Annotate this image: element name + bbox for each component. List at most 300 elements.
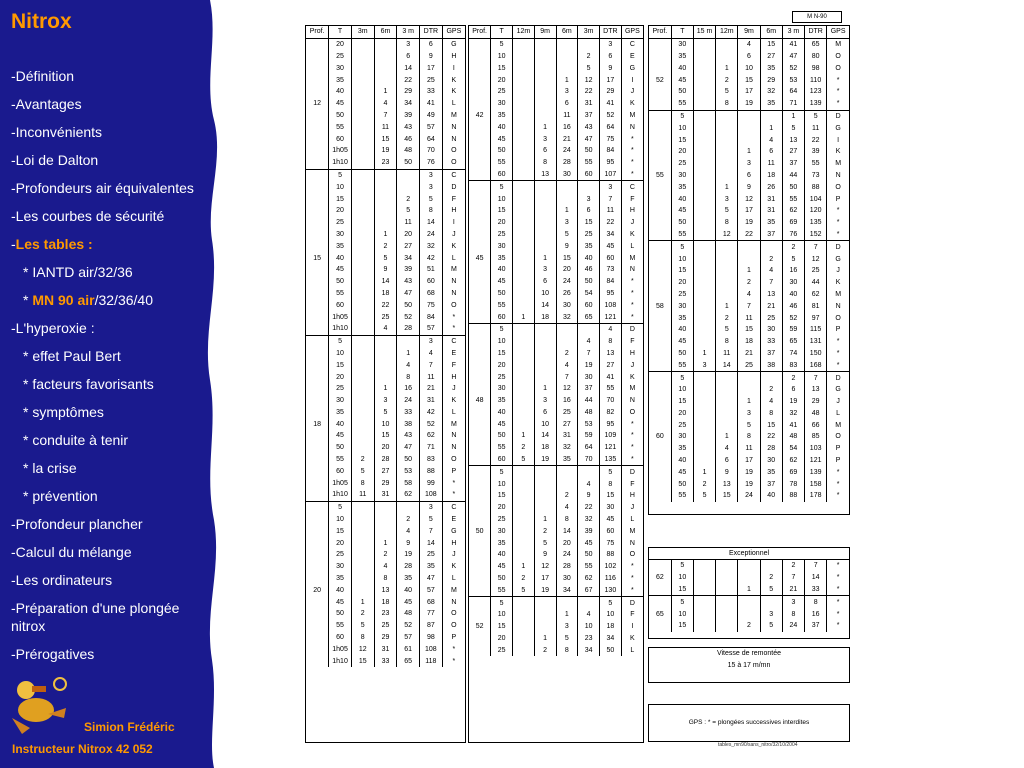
table-cell: 8 <box>420 205 443 217</box>
table-row <box>469 288 643 300</box>
table-cell <box>693 455 715 467</box>
table-cell: 25 <box>374 311 397 323</box>
table-cell: 24 <box>556 549 578 561</box>
table-cell: 55 <box>671 490 693 502</box>
table-cell: * <box>827 229 849 241</box>
table-cell: 2 <box>556 348 578 360</box>
table-cell: 73 <box>805 170 827 182</box>
depth-cell <box>469 597 491 609</box>
menu-item <box>11 151 226 169</box>
depth-cell <box>649 324 671 336</box>
table-cell: 11 <box>420 371 443 383</box>
table-cell: 62 <box>782 205 804 217</box>
table-cell: 60 <box>578 169 600 181</box>
table-cell: 37 <box>578 110 600 122</box>
depth-cell <box>306 454 329 466</box>
menu-item-text: -Définition <box>11 68 75 84</box>
depth-cell <box>649 265 671 277</box>
table-cell: 2 <box>374 240 397 252</box>
table-cell <box>738 560 760 572</box>
depth-cell <box>306 288 329 300</box>
table-cell: 55 <box>491 584 513 596</box>
table-cell: 25 <box>329 383 352 395</box>
table-cell <box>513 181 535 193</box>
table-cell: 52 <box>397 311 420 323</box>
table-cell: 1 <box>693 466 715 478</box>
depth-cell <box>306 169 329 181</box>
table-row <box>469 407 643 419</box>
table-cell: 15 <box>671 584 693 596</box>
table-cell <box>351 418 374 430</box>
table-cell: 19 <box>397 549 420 561</box>
depth-cell <box>469 145 491 157</box>
table-cell: * <box>442 323 465 335</box>
table-cell: 7 <box>805 372 827 384</box>
depth-cell <box>306 264 329 276</box>
table-cell: 5 <box>491 466 513 478</box>
table-cell: 29 <box>397 86 420 98</box>
table-row <box>306 133 465 145</box>
table-cell: 33 <box>397 407 420 419</box>
depth-cell <box>469 217 491 229</box>
table-cell: 60 <box>491 311 513 323</box>
table-row <box>469 98 643 110</box>
table-cell: 3 <box>420 335 443 347</box>
table-cell: 2 <box>693 478 715 490</box>
table-cell: 20 <box>491 633 513 645</box>
table-cell: N <box>442 288 465 300</box>
table-cell <box>513 264 535 276</box>
table-cell: N <box>442 121 465 133</box>
table-cell: 7 <box>600 193 622 205</box>
table-cell: 13 <box>716 478 738 490</box>
depth-cell <box>306 643 329 655</box>
table-cell: 39 <box>805 146 827 158</box>
table-cell: 25 <box>491 514 513 526</box>
table-row <box>469 205 643 217</box>
table-cell: 58 <box>397 477 420 489</box>
table-cell: M <box>442 418 465 430</box>
table-cell: 20 <box>671 146 693 158</box>
table-cell: 3 <box>738 408 760 420</box>
table-cell: 15 <box>671 265 693 277</box>
table-cell: 33 <box>420 86 443 98</box>
table-cell: 20 <box>556 264 578 276</box>
table-cell: 14 <box>420 537 443 549</box>
table-cell: 45 <box>671 336 693 348</box>
table-cell: I <box>827 134 849 146</box>
menu-item-highlight: Les tables : <box>15 236 93 252</box>
table-cell: L <box>442 252 465 264</box>
table-cell <box>693 372 715 384</box>
table-cell: L <box>621 240 643 252</box>
table-cell: D <box>621 323 643 335</box>
table-cell: 10 <box>491 51 513 63</box>
table-row <box>649 443 849 455</box>
table-cell: 12 <box>534 561 556 573</box>
table-cell <box>760 560 782 572</box>
table-cell <box>513 299 535 311</box>
table-cell <box>534 217 556 229</box>
table-cell: 25 <box>671 289 693 301</box>
table-row <box>469 478 643 490</box>
depth-cell <box>469 430 491 442</box>
depth-cell <box>469 229 491 241</box>
table-cell <box>693 170 715 182</box>
table-cell <box>693 419 715 431</box>
table-cell <box>716 608 738 620</box>
table-cell: 55 <box>671 229 693 241</box>
depth-cell <box>469 490 491 502</box>
table-cell: 17 <box>738 86 760 98</box>
table-cell: 64 <box>600 121 622 133</box>
table-cell: K <box>827 277 849 289</box>
table-cell: 60 <box>329 632 352 644</box>
table-cell: 5 <box>782 122 804 134</box>
column-header: 3 m <box>397 26 420 38</box>
table-cell <box>693 396 715 408</box>
depth-cell <box>306 217 329 229</box>
table-cell: 62 <box>397 489 420 501</box>
table-cell: 27 <box>374 465 397 477</box>
table-cell: * <box>827 620 849 632</box>
table-cell: P <box>827 455 849 467</box>
menu-item <box>11 291 226 309</box>
table-cell: 17 <box>738 455 760 467</box>
table-row <box>649 217 849 229</box>
table-row <box>649 170 849 182</box>
table-cell: 50 <box>329 110 352 122</box>
table-row <box>306 383 465 395</box>
table-row <box>649 466 849 478</box>
depth-cell <box>649 289 671 301</box>
table-cell <box>513 288 535 300</box>
table-cell: N <box>621 264 643 276</box>
table-cell <box>513 514 535 526</box>
table-cell <box>374 51 397 63</box>
table-cell: 10 <box>329 514 352 526</box>
menu-item-text: * IANTD air/32/36 <box>23 264 133 280</box>
table-cell: 12 <box>716 229 738 241</box>
depth-cell <box>306 276 329 288</box>
table-cell: 71 <box>782 98 804 110</box>
table-row <box>469 573 643 585</box>
table-cell: 11 <box>397 217 420 229</box>
table-cell <box>351 98 374 110</box>
table-row <box>649 98 849 110</box>
table-cell: 35 <box>491 252 513 264</box>
table-cell <box>351 514 374 526</box>
column-header: 3m <box>578 26 600 38</box>
table-cell: 30 <box>556 169 578 181</box>
table-cell: 30 <box>329 229 352 241</box>
table-cell: 14 <box>716 359 738 371</box>
table-cell: 3 <box>420 169 443 181</box>
table-cell: 6 <box>738 51 760 63</box>
table-cell: 1 <box>513 311 535 323</box>
table-cell: 27 <box>760 51 782 63</box>
table-cell: 60 <box>329 133 352 145</box>
table-cell: 50 <box>397 299 420 311</box>
table-cell <box>716 572 738 584</box>
table-cell: 20 <box>491 217 513 229</box>
table-cell: 6 <box>760 146 782 158</box>
table-cell: * <box>827 608 849 620</box>
table-cell: 66 <box>805 419 827 431</box>
depth-cell <box>469 62 491 74</box>
table-cell: 4 <box>760 396 782 408</box>
table-cell: N <box>621 121 643 133</box>
table-cell <box>693 560 715 572</box>
table-cell <box>693 122 715 134</box>
table-cell: * <box>621 561 643 573</box>
table-cell: 2 <box>782 241 804 253</box>
table-row <box>306 632 465 644</box>
table-cell: 10 <box>491 336 513 348</box>
depth-cell <box>649 419 671 431</box>
table-cell: 11 <box>738 443 760 455</box>
table-grid <box>649 26 849 502</box>
table-cell: 53 <box>578 418 600 430</box>
table-cell: 46 <box>397 133 420 145</box>
menu-item <box>11 431 226 449</box>
table-cell: 5 <box>329 335 352 347</box>
table-cell <box>534 110 556 122</box>
table-cell <box>351 229 374 241</box>
table-cell: N <box>442 133 465 145</box>
table-cell: 40 <box>329 418 352 430</box>
menu-item-text: * facteurs favorisants <box>23 376 154 392</box>
table-cell: 8 <box>556 644 578 656</box>
table-cell: 8 <box>716 336 738 348</box>
table-cell: 3 <box>600 38 622 50</box>
table-row <box>306 465 465 477</box>
column-header: DTR <box>420 26 443 38</box>
menu-item <box>11 459 226 477</box>
table-cell: O <box>827 431 849 443</box>
table-cell <box>513 86 535 98</box>
table-cell: 3 <box>534 264 556 276</box>
menu-item <box>11 347 226 365</box>
table-cell: 25 <box>420 549 443 561</box>
depth-cell <box>469 418 491 430</box>
table-cell: 2 <box>738 620 760 632</box>
table-cell: 6 <box>738 170 760 182</box>
table-cell: 13 <box>600 348 622 360</box>
table-cell: 16 <box>397 383 420 395</box>
depth-cell <box>649 455 671 467</box>
table-cell <box>351 193 374 205</box>
table-cell: 37 <box>760 348 782 360</box>
table-row <box>649 478 849 490</box>
table-cell: 10 <box>491 609 513 621</box>
table-cell: 68 <box>420 596 443 608</box>
table-row <box>306 193 465 205</box>
depth-cell <box>469 573 491 585</box>
table-cell: O <box>442 299 465 311</box>
table-cell: 60 <box>329 299 352 311</box>
table-cell: 150 <box>805 348 827 360</box>
table-cell: 60 <box>600 525 622 537</box>
table-cell <box>693 289 715 301</box>
table-cell: 31 <box>578 98 600 110</box>
table-cell: 19 <box>738 98 760 110</box>
table-cell <box>351 121 374 133</box>
table-row <box>469 229 643 241</box>
table-cell: 29 <box>600 86 622 98</box>
table-cell: 22 <box>578 86 600 98</box>
table-cell <box>534 86 556 98</box>
table-cell: 30 <box>578 371 600 383</box>
table-row <box>306 643 465 655</box>
table-cell: 45 <box>329 98 352 110</box>
table-cell: 108 <box>420 489 443 501</box>
table-cell: 5 <box>716 324 738 336</box>
depth-cell <box>469 537 491 549</box>
table-cell: 28 <box>760 443 782 455</box>
depth-cell: 52 <box>655 76 664 84</box>
table-cell <box>513 537 535 549</box>
table-cell <box>374 348 397 360</box>
menu-item-text: * conduite à tenir <box>23 432 129 448</box>
table-cell: 2 <box>351 454 374 466</box>
table-cell <box>351 288 374 300</box>
table-row <box>306 596 465 608</box>
table-cell: 22 <box>805 134 827 146</box>
column-header: T <box>491 26 513 38</box>
depth-cell <box>469 157 491 169</box>
table-cell: 27 <box>782 146 804 158</box>
table-cell: * <box>827 490 849 502</box>
table-cell: 1 <box>782 110 804 122</box>
table-cell: 10 <box>534 288 556 300</box>
column-header: Prof. <box>469 26 491 38</box>
table-cell: 3 <box>600 181 622 193</box>
table-cell: 121 <box>805 455 827 467</box>
table-cell: 69 <box>782 466 804 478</box>
exceptional-body <box>649 560 849 632</box>
table-cell: I <box>442 217 465 229</box>
table-cell: 1h10 <box>329 655 352 667</box>
table-row <box>469 252 643 264</box>
table-row <box>306 74 465 86</box>
table-cell: * <box>621 169 643 181</box>
table-cell: 59 <box>578 430 600 442</box>
table-row <box>306 407 465 419</box>
table-cell: 23 <box>578 633 600 645</box>
table-cell: 3 <box>782 596 804 608</box>
table-cell <box>693 443 715 455</box>
table-cell: * <box>621 133 643 145</box>
depth-cell <box>306 655 329 667</box>
menu-item-text: * la crise <box>23 460 77 476</box>
table-row <box>306 299 465 311</box>
table-cell: 18 <box>534 311 556 323</box>
table-cell: 15 <box>600 490 622 502</box>
table-cell: F <box>442 359 465 371</box>
table-cell: 14 <box>374 276 397 288</box>
table-cell: 15 <box>671 620 693 632</box>
depth-cell <box>306 430 329 442</box>
table-cell: 9 <box>420 51 443 63</box>
table-cell: 4 <box>716 443 738 455</box>
table-cell <box>716 241 738 253</box>
table-cell: 4 <box>738 289 760 301</box>
column-header: 9m <box>534 26 556 38</box>
table-cell: 15 <box>738 324 760 336</box>
table-cell: 35 <box>491 395 513 407</box>
table-cell <box>738 241 760 253</box>
table-cell <box>397 169 420 181</box>
table-cell <box>738 110 760 122</box>
depth-cell: 45 <box>475 254 484 262</box>
table-row <box>469 276 643 288</box>
table-cell <box>738 122 760 134</box>
table-cell: 45 <box>671 74 693 86</box>
table-cell <box>693 596 715 608</box>
depth-cell <box>469 133 491 145</box>
table-cell: 47 <box>420 573 443 585</box>
depth-cell <box>306 145 329 157</box>
table-cell: 25 <box>578 229 600 241</box>
table-cell: 1 <box>693 348 715 360</box>
table-cell: 15 <box>374 133 397 145</box>
table-cell: * <box>621 573 643 585</box>
table-cell: G <box>827 253 849 265</box>
table-cell: 8 <box>351 632 374 644</box>
table-cell: 1 <box>738 146 760 158</box>
exceptional-title: Exceptionnel <box>649 548 849 560</box>
table-row <box>649 560 849 572</box>
table-cell: 20 <box>556 537 578 549</box>
table-cell: 45 <box>491 133 513 145</box>
table-cell <box>513 110 535 122</box>
table-cell: 55 <box>329 454 352 466</box>
table-cell: N <box>442 442 465 454</box>
table-cell: D <box>621 597 643 609</box>
table-cell: 5 <box>351 620 374 632</box>
table-cell: 13 <box>782 134 804 146</box>
table-cell: L <box>442 98 465 110</box>
column-header: GPS <box>827 26 849 38</box>
table-cell <box>693 431 715 443</box>
table-cell: 84 <box>420 311 443 323</box>
table-cell: 15 <box>671 396 693 408</box>
table-cell: 30 <box>556 573 578 585</box>
table-cell: 28 <box>397 323 420 335</box>
table-cell: 50 <box>491 145 513 157</box>
table-cell: 3 <box>578 193 600 205</box>
table-cell <box>374 359 397 371</box>
table-cell: 4 <box>760 265 782 277</box>
table-row <box>649 620 849 632</box>
table-cell: 55 <box>671 359 693 371</box>
table-cell: * <box>621 288 643 300</box>
table-cell: 1 <box>738 265 760 277</box>
depth-cell <box>469 288 491 300</box>
table-cell: * <box>442 643 465 655</box>
table-row <box>306 573 465 585</box>
depth-cell <box>469 514 491 526</box>
table-cell: 4 <box>600 323 622 335</box>
table-cell: 3 <box>693 359 715 371</box>
depth-cell <box>306 193 329 205</box>
table-cell: 1 <box>534 383 556 395</box>
table-cell: 83 <box>420 454 443 466</box>
table-cell: C <box>442 335 465 347</box>
table-cell: 27 <box>556 418 578 430</box>
table-row <box>469 359 643 371</box>
